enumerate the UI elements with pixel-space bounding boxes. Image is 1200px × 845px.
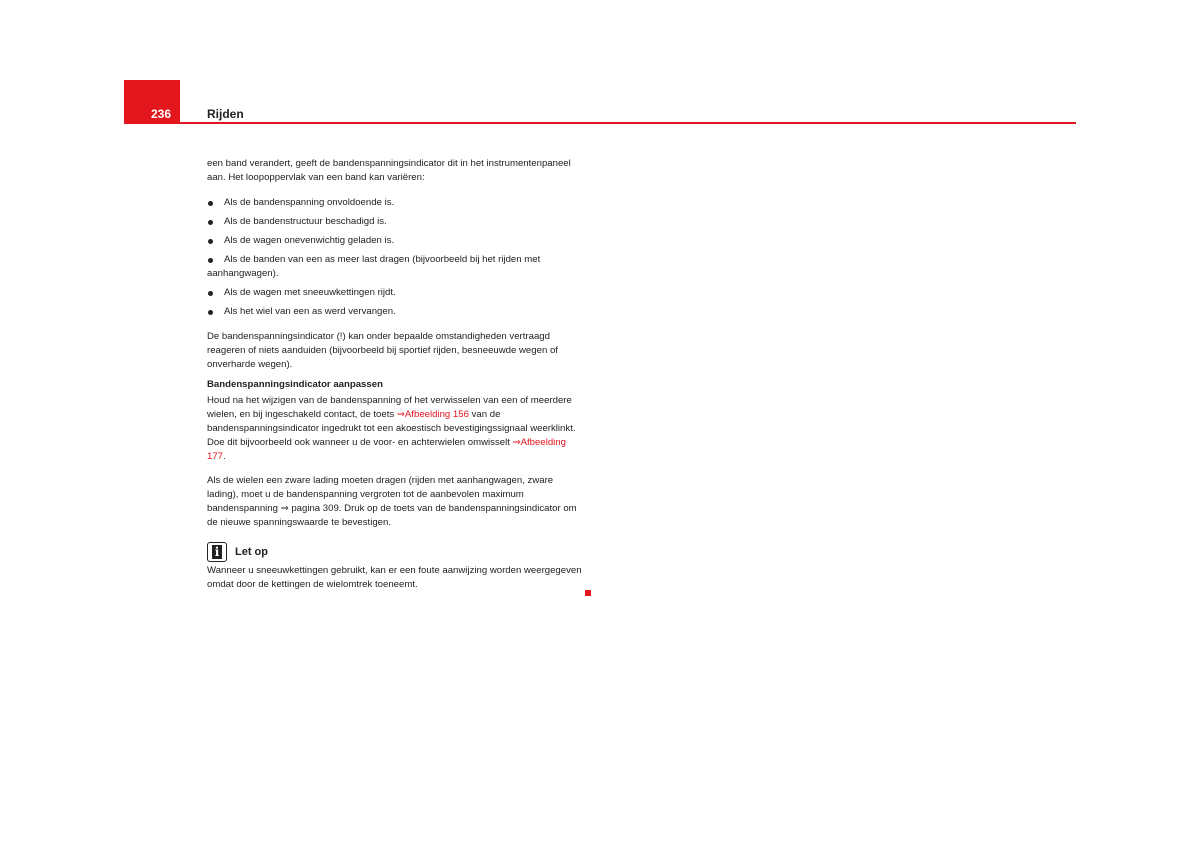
- list-item-text: Als de banden van een as meer last dragen (bijvoorbeeld bij het rijden met aanhangwagen).: [207, 254, 541, 279]
- list-item: [207, 286, 585, 300]
- load-paragraph: Als de wielen een zware lading moeten dragen (rijden met aanhangwagen, zware lading), moet u de bandenspanning vergroten tot de aanbevolen maximum bandenspanning ⇒ pagina 309. Druk op de toets van de bandenspanningsindicator om de nieuwe spanningswaarde te bevestigen.: [207, 475, 577, 528]
- list-item-text: Als de bandenspanning onvoldoende is.: [224, 197, 395, 208]
- list-item: [207, 253, 585, 281]
- note-title: Let op: [235, 546, 268, 558]
- figure-link-156[interactable]: ⇒Afbeelding 156: [396, 409, 469, 420]
- main-text-column: [207, 157, 585, 592]
- list-item: [207, 305, 585, 319]
- header-rule: [124, 122, 1076, 124]
- text-run: Houd na het wijzigen van de bandenspanning of het verwisselen van een of meerdere wielen, en bij ingeschakeld contact, de toets: [207, 395, 572, 420]
- note-box: [207, 542, 585, 592]
- adjust-paragraph: [207, 394, 585, 464]
- bullet-icon: [208, 239, 213, 244]
- info-glyph: i: [212, 545, 222, 559]
- bullet-list: [207, 196, 585, 319]
- figure-link-177[interactable]: ⇒Afbeelding 177: [207, 437, 566, 462]
- bullet-icon: [208, 291, 213, 296]
- section-end-marker: [585, 590, 591, 596]
- info-icon: [207, 542, 227, 562]
- list-item: [207, 215, 585, 229]
- bullet-icon: [208, 201, 213, 206]
- section-title: Rijden: [207, 107, 244, 121]
- text-run: van de bandenspanningsindicator ingedrukt tot een akoestisch bevestigingssignaal weerklinkt. Doe dit bijvoorbeeld ook wanneer u de voor- en achterwielen omwisselt: [207, 409, 576, 448]
- list-item: [207, 234, 585, 248]
- warning-indicator-paragraph: De bandenspanningsindicator (!) kan onder bepaalde omstandigheden vertraagd reageren of niets aanduiden (bijvoorbeeld bij sportief rijden, besneeuwde wegen of onverharde wegen).: [207, 331, 558, 370]
- subheading: Bandenspanningsindicator aanpassen: [207, 379, 383, 390]
- page-number: 236: [151, 107, 172, 121]
- note-body: Wanneer u sneeuwkettingen gebruikt, kan er een foute aanwijzing worden weergegeven omdat door de kettingen de wielomtrek toeneemt.: [207, 565, 582, 590]
- list-item-text: Als de bandenstructuur beschadigd is.: [224, 216, 387, 227]
- list-item: [207, 196, 585, 210]
- text-run: .: [223, 451, 226, 462]
- list-item-text: Als het wiel van een as werd vervangen.: [224, 306, 396, 317]
- bullet-icon: [208, 258, 213, 263]
- bullet-icon: [208, 220, 213, 225]
- bullet-icon: [208, 310, 213, 315]
- intro-paragraph: een band verandert, geeft de bandenspanningsindicator dit in het instrumentenpaneel aan. Het loopoppervlak van een band kan variëren:: [207, 158, 571, 183]
- list-item-text: Als de wagen met sneeuwkettingen rijdt.: [224, 287, 396, 298]
- list-item-text: Als de wagen onevenwichtig geladen is.: [224, 235, 395, 246]
